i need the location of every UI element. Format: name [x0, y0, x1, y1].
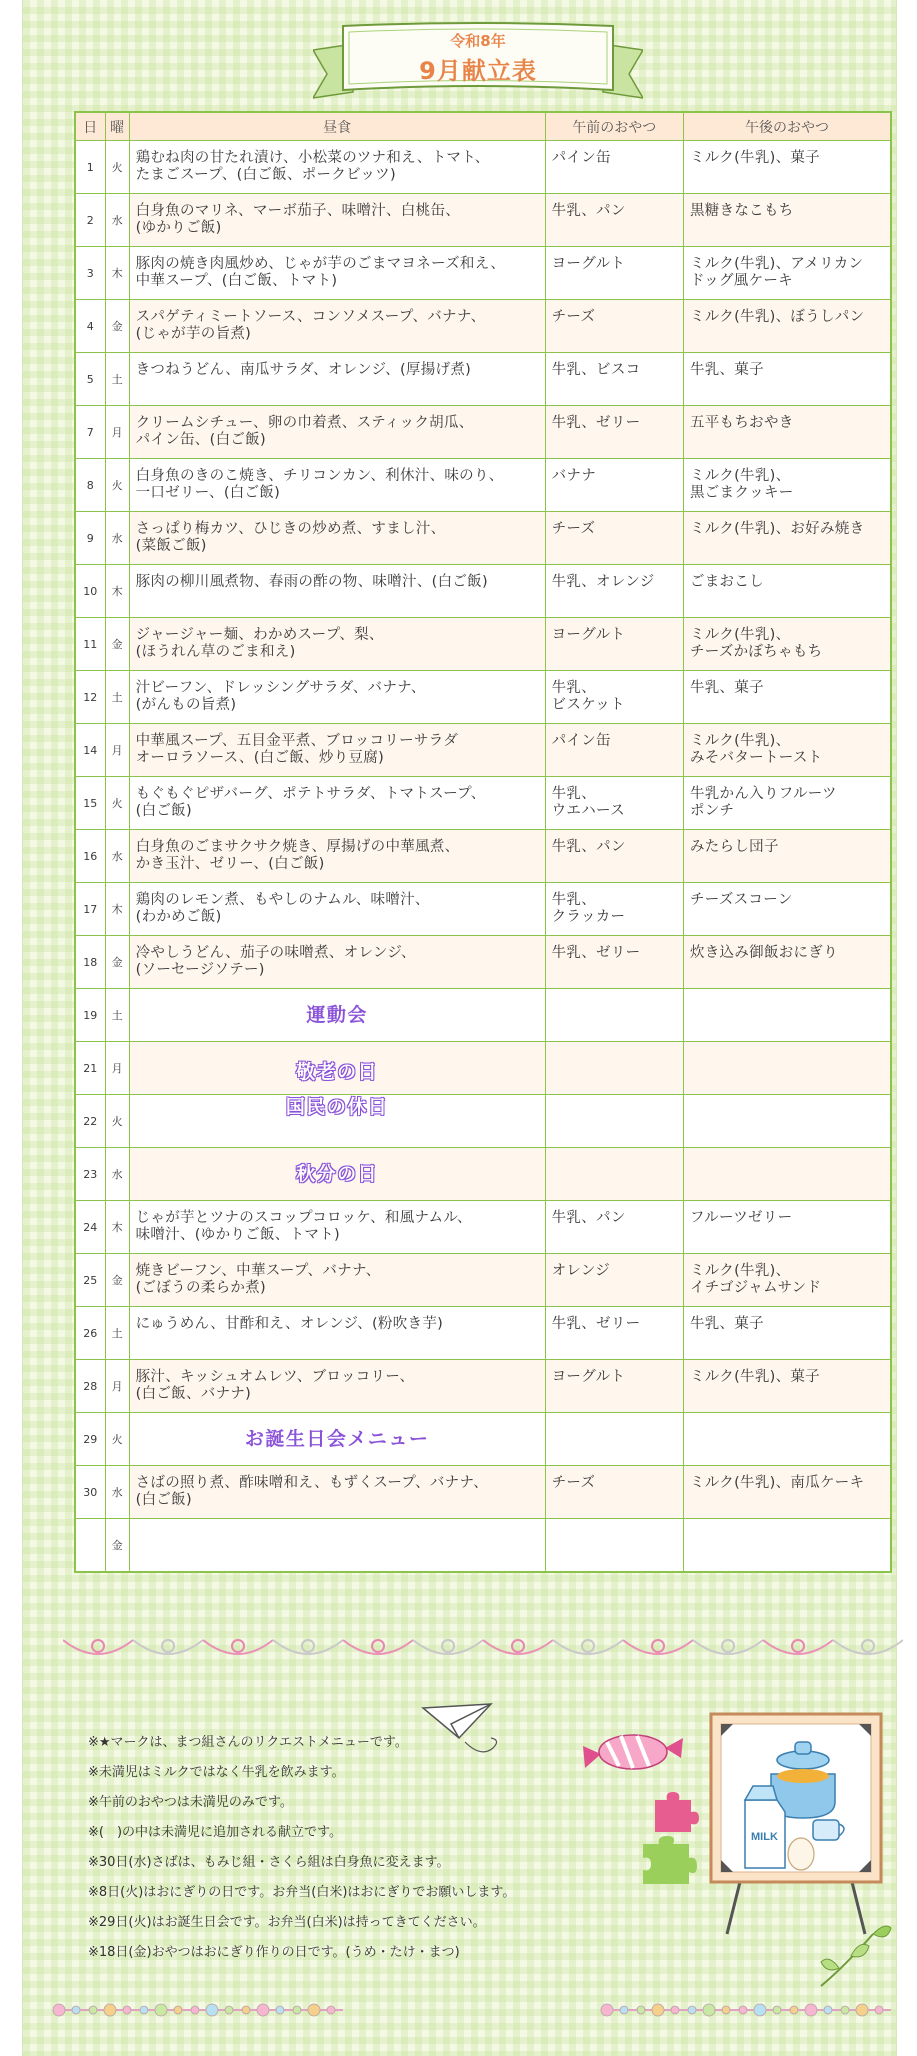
day-cell: 12	[75, 671, 105, 724]
am-snack-cell: 牛乳、パン	[545, 830, 683, 883]
day-cell: 30	[75, 1466, 105, 1519]
lunch-cell	[129, 1095, 545, 1148]
note-item: ※★マークは、まつ組さんのリクエストメニューです。	[88, 1735, 408, 1750]
am-snack-cell: 牛乳、ゼリー	[545, 936, 683, 989]
weekday-cell: 金	[105, 300, 129, 353]
table-row	[75, 724, 891, 777]
table-row	[75, 830, 891, 883]
day-cell: 14	[75, 724, 105, 777]
am-snack-cell: バナナ	[545, 459, 683, 512]
day-cell: 11	[75, 618, 105, 671]
event-label: 国民の休日	[285, 1095, 389, 1118]
bead-line-right	[599, 2000, 899, 2020]
page-title: 9月献立表	[419, 57, 537, 85]
garland-decoration	[63, 1620, 903, 1680]
day-cell: 18	[75, 936, 105, 989]
menu-page	[22, 0, 897, 2056]
bead-line-left	[51, 2000, 351, 2020]
pm-snack-cell	[683, 989, 891, 1042]
am-snack-cell: チーズ	[545, 1466, 683, 1519]
weekday-cell: 木	[105, 565, 129, 618]
day-cell: 5	[75, 353, 105, 406]
table-row	[75, 1307, 891, 1360]
col-pm-snack: 午後のおやつ	[683, 112, 891, 141]
table-row	[75, 989, 891, 1042]
weekday-cell: 火	[105, 141, 129, 194]
weekday-cell: 土	[105, 989, 129, 1042]
table-row	[75, 1042, 891, 1095]
paper-plane-icon	[421, 1702, 511, 1762]
weekday-cell: 木	[105, 247, 129, 300]
leaf-sprig-icon	[815, 1920, 895, 1990]
menu-table	[74, 111, 892, 1573]
weekday-cell: 月	[105, 1360, 129, 1413]
lunch-cell	[129, 1519, 545, 1572]
day-cell: 3	[75, 247, 105, 300]
day-cell: 28	[75, 1360, 105, 1413]
day-cell: 21	[75, 1042, 105, 1095]
weekday-cell: 水	[105, 512, 129, 565]
am-snack-cell: 牛乳、ゼリー	[545, 406, 683, 459]
weekday-cell: 水	[105, 194, 129, 247]
table-row	[75, 300, 891, 353]
puzzle-piece-green-icon	[639, 1836, 699, 1886]
lunch-cell	[129, 1413, 545, 1466]
day-cell: 26	[75, 1307, 105, 1360]
table-row	[75, 883, 891, 936]
pm-snack-cell	[683, 1519, 891, 1572]
am-snack-cell: 牛乳、パン	[545, 1201, 683, 1254]
pm-snack-cell: 五平もちおやき	[683, 406, 891, 459]
table-row	[75, 459, 891, 512]
pm-snack-cell	[683, 1148, 891, 1201]
lunch-cell: 鶏むね肉の甘たれ漬け、小松菜のツナ和え、トマト、 たまごスープ、(白ご飯、ポークビッツ)	[129, 141, 545, 194]
weekday-cell: 土	[105, 353, 129, 406]
am-snack-cell: 牛乳、パン	[545, 194, 683, 247]
pm-snack-cell: ミルク(牛乳)、菓子	[683, 141, 891, 194]
lunch-cell: 冷やしうどん、茄子の味噌煮、オレンジ、 (ソーセージソテー)	[129, 936, 545, 989]
day-cell: 19	[75, 989, 105, 1042]
lunch-cell: もぐもぐピザバーグ、ポテトサラダ、トマトスープ、 (白ご飯)	[129, 777, 545, 830]
am-snack-cell: パイン缶	[545, 724, 683, 777]
am-snack-cell	[545, 1413, 683, 1466]
weekday-cell: 金	[105, 1254, 129, 1307]
am-snack-cell: オレンジ	[545, 1254, 683, 1307]
am-snack-cell	[545, 1519, 683, 1572]
menu-body	[75, 141, 891, 1572]
lunch-cell: クリームシチュー、卵の巾着煮、スティック胡瓜、 パイン缶、(白ご飯)	[129, 406, 545, 459]
am-snack-cell: 牛乳、オレンジ	[545, 565, 683, 618]
event-label: 運動会	[306, 1003, 368, 1026]
pm-snack-cell: ミルク(牛乳)、お好み焼き	[683, 512, 891, 565]
day-cell: 24	[75, 1201, 105, 1254]
day-cell: 15	[75, 777, 105, 830]
am-snack-cell: ヨーグルト	[545, 618, 683, 671]
table-row	[75, 353, 891, 406]
lunch-cell: さっぱり梅カツ、ひじきの炒め煮、すまし汁、 (菜飯ご飯)	[129, 512, 545, 565]
table-row	[75, 247, 891, 300]
day-cell: 7	[75, 406, 105, 459]
pm-snack-cell: ミルク(牛乳)、 イチゴジャムサンド	[683, 1254, 891, 1307]
weekday-cell: 土	[105, 671, 129, 724]
am-snack-cell	[545, 1148, 683, 1201]
pm-snack-cell: 牛乳、菓子	[683, 353, 891, 406]
weekday-cell: 火	[105, 459, 129, 512]
table-row	[75, 1466, 891, 1519]
lunch-cell: 鶏肉のレモン煮、もやしのナムル、味噌汁、 (わかめご飯)	[129, 883, 545, 936]
am-snack-cell: 牛乳、ゼリー	[545, 1307, 683, 1360]
pm-snack-cell: 黒糖きなこもち	[683, 194, 891, 247]
pm-snack-cell: 牛乳、菓子	[683, 1307, 891, 1360]
lunch-cell: 焼きビーフン、中華スープ、バナナ、 (ごぼうの柔らか煮)	[129, 1254, 545, 1307]
day-cell: 9	[75, 512, 105, 565]
pm-snack-cell: みたらし団子	[683, 830, 891, 883]
pm-snack-cell	[683, 1042, 891, 1095]
am-snack-cell: チーズ	[545, 512, 683, 565]
am-snack-cell: ヨーグルト	[545, 1360, 683, 1413]
lunch-cell: じゃが芋とツナのスコップコロッケ、和風ナムル、 味噌汁、(ゆかりご飯、トマト)	[129, 1201, 545, 1254]
weekday-cell: 木	[105, 1201, 129, 1254]
note-item: ※8日(火)はおにぎりの日です。お弁当(白米)はおにぎりでお願いします。	[88, 1885, 516, 1900]
am-snack-cell: ヨーグルト	[545, 247, 683, 300]
am-snack-cell: チーズ	[545, 300, 683, 353]
note-item: ※未満児はミルクではなく牛乳を飲みます。	[88, 1765, 345, 1780]
am-snack-cell	[545, 1095, 683, 1148]
lunch-cell: 白身魚のきのこ焼き、チリコンカン、利休汁、味のり、 一口ゼリー、(白ご飯)	[129, 459, 545, 512]
col-dow: 曜	[105, 112, 129, 141]
table-row	[75, 777, 891, 830]
table-row	[75, 1148, 891, 1201]
lunch-cell: 豚肉の柳川風煮物、春雨の酢の物、味噌汁、(白ご飯)	[129, 565, 545, 618]
event-label: 秋分の日	[296, 1162, 379, 1185]
lunch-cell: 中華風スープ、五目金平煮、ブロッコリーサラダ オーロラソース、(白ご飯、炒り豆腐)	[129, 724, 545, 777]
weekday-cell: 火	[105, 1095, 129, 1148]
pm-snack-cell: ごまおこし	[683, 565, 891, 618]
weekday-cell: 水	[105, 1466, 129, 1519]
era-year: 令和8年	[450, 32, 506, 50]
lunch-cell: ジャージャー麺、わかめスープ、梨、 (ほうれん草のごま和え)	[129, 618, 545, 671]
col-lunch: 昼食	[129, 112, 545, 141]
table-row	[75, 1519, 891, 1572]
pm-snack-cell: チーズスコーン	[683, 883, 891, 936]
milk-carton-label: MILK	[751, 1831, 778, 1843]
note-item: ※18日(金)おやつはおにぎり作りの日です。(うめ・たけ・まつ)	[88, 1945, 460, 1960]
table-row	[75, 141, 891, 194]
am-snack-cell	[545, 1042, 683, 1095]
day-cell: 2	[75, 194, 105, 247]
weekday-cell: 火	[105, 1413, 129, 1466]
lunch-cell: にゅうめん、甘酢和え、オレンジ、(粉吹き芋)	[129, 1307, 545, 1360]
weekday-cell: 火	[105, 777, 129, 830]
weekday-cell: 金	[105, 936, 129, 989]
col-am-snack: 午前のおやつ	[545, 112, 683, 141]
lunch-cell: 白身魚のごまサクサク焼き、厚揚げの中華風煮、 かき玉汁、ゼリー、(白ご飯)	[129, 830, 545, 883]
pm-snack-cell: ミルク(牛乳)、南瓜ケーキ	[683, 1466, 891, 1519]
pm-snack-cell	[683, 1095, 891, 1148]
note-item: ※29日(火)はお誕生日会です。お弁当(白米)は持ってきてください。	[88, 1915, 486, 1930]
notes-list	[88, 1728, 608, 1968]
weekday-cell: 金	[105, 618, 129, 671]
note-item: ※( )の中は未満児に追加される献立です。	[88, 1825, 342, 1840]
lunch-cell: きつねうどん、南瓜サラダ、オレンジ、(厚揚げ煮)	[129, 353, 545, 406]
puzzle-piece-pink-icon	[649, 1790, 699, 1834]
pm-snack-cell: ミルク(牛乳)、 チーズかぼちゃもち	[683, 618, 891, 671]
day-cell: 25	[75, 1254, 105, 1307]
table-row	[75, 671, 891, 724]
weekday-cell: 金	[105, 1519, 129, 1572]
table-row	[75, 512, 891, 565]
col-day: 日	[75, 112, 105, 141]
day-cell: 1	[75, 141, 105, 194]
pm-snack-cell: ミルク(牛乳)、菓子	[683, 1360, 891, 1413]
day-cell: 29	[75, 1413, 105, 1466]
lunch-cell	[129, 1148, 545, 1201]
weekday-cell: 木	[105, 883, 129, 936]
easel-board-icon	[701, 1708, 891, 1938]
table-row	[75, 618, 891, 671]
pm-snack-cell: 牛乳かん入りフルーツ ポンチ	[683, 777, 891, 830]
weekday-cell: 水	[105, 830, 129, 883]
pm-snack-cell: ミルク(牛乳)、アメリカン ドッグ風ケーキ	[683, 247, 891, 300]
pm-snack-cell: ミルク(牛乳)、ぼうしパン	[683, 300, 891, 353]
table-header	[75, 112, 891, 141]
pm-snack-cell: 牛乳、菓子	[683, 671, 891, 724]
day-cell: 10	[75, 565, 105, 618]
table-row	[75, 936, 891, 989]
weekday-cell: 月	[105, 406, 129, 459]
am-snack-cell: 牛乳、 ビスケット	[545, 671, 683, 724]
lunch-cell: 汁ビーフン、ドレッシングサラダ、バナナ、 (がんもの旨煮)	[129, 671, 545, 724]
table-row	[75, 1095, 891, 1148]
lunch-cell: 豚肉の焼き肉風炒め、じゃが芋のごまマヨネーズ和え、 中華スープ、(白ご飯、トマト)	[129, 247, 545, 300]
day-cell	[75, 1519, 105, 1572]
pm-snack-cell: ミルク(牛乳)、 黒ごまクッキー	[683, 459, 891, 512]
day-cell: 4	[75, 300, 105, 353]
day-cell: 16	[75, 830, 105, 883]
am-snack-cell: 牛乳、 ウエハース	[545, 777, 683, 830]
table-row	[75, 1201, 891, 1254]
pm-snack-cell: ミルク(牛乳)、 みそバタートースト	[683, 724, 891, 777]
weekday-cell: 土	[105, 1307, 129, 1360]
pm-snack-cell	[683, 1413, 891, 1466]
table-row	[75, 194, 891, 247]
weekday-cell: 月	[105, 1042, 129, 1095]
lunch-cell	[129, 989, 545, 1042]
event-label: お誕生日会メニュー	[244, 1427, 430, 1450]
title-banner	[313, 22, 643, 104]
day-cell: 22	[75, 1095, 105, 1148]
lunch-cell: スパゲティミートソース、コンソメスープ、バナナ、 (じゃが芋の旨煮)	[129, 300, 545, 353]
lunch-cell: さばの照り煮、酢味噌和え、もずくスープ、バナナ、 (白ご飯)	[129, 1466, 545, 1519]
pm-snack-cell: 炊き込み御飯おにぎり	[683, 936, 891, 989]
day-cell: 23	[75, 1148, 105, 1201]
weekday-cell: 水	[105, 1148, 129, 1201]
table-row	[75, 406, 891, 459]
day-cell: 17	[75, 883, 105, 936]
am-snack-cell: パイン缶	[545, 141, 683, 194]
candy-icon	[579, 1724, 689, 1784]
note-item: ※30日(水)さばは、もみじ組・さくら組は白身魚に変えます。	[88, 1855, 450, 1870]
table-row	[75, 1254, 891, 1307]
am-snack-cell: 牛乳、ビスコ	[545, 353, 683, 406]
am-snack-cell: 牛乳、 クラッカー	[545, 883, 683, 936]
lunch-cell	[129, 1042, 545, 1095]
event-label: 敬老の日	[296, 1060, 379, 1083]
am-snack-cell	[545, 989, 683, 1042]
lunch-cell: 豚汁、キッシュオムレツ、ブロッコリー、 (白ご飯、バナナ)	[129, 1360, 545, 1413]
table-row	[75, 1360, 891, 1413]
table-row	[75, 565, 891, 618]
note-item: ※午前のおやつは未満児のみです。	[88, 1795, 293, 1810]
table-row	[75, 1413, 891, 1466]
pm-snack-cell: フルーツゼリー	[683, 1201, 891, 1254]
day-cell: 8	[75, 459, 105, 512]
lunch-cell: 白身魚のマリネ、マーボ茄子、味噌汁、白桃缶、 (ゆかりご飯)	[129, 194, 545, 247]
weekday-cell: 月	[105, 724, 129, 777]
